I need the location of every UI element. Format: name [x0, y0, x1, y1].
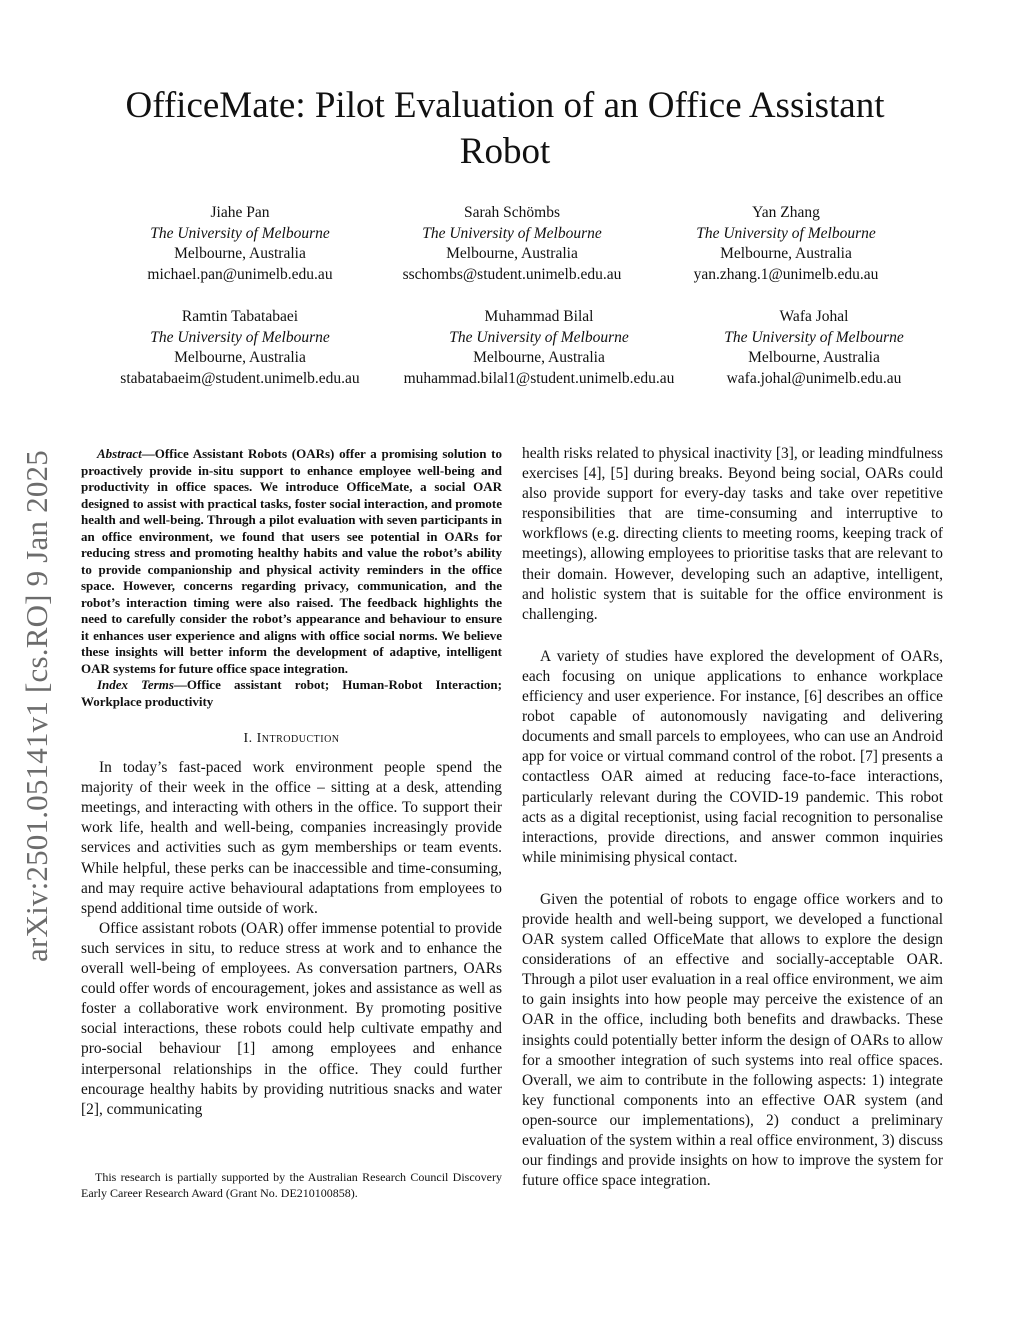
- author-location: Melbourne, Australia: [174, 245, 306, 263]
- author-location: Melbourne, Australia: [174, 349, 306, 367]
- author-name: Jiahe Pan: [210, 204, 270, 221]
- author-block: [389, 307, 689, 389]
- author-affiliation: The University of Melbourne: [150, 224, 330, 242]
- abstract: [81, 446, 502, 677]
- author-affiliation: The University of Melbourne: [150, 328, 330, 346]
- arxiv-identifier: arXiv:2501.05141v1 [cs.RO] 9 Jan 2025: [19, 450, 54, 962]
- author-location: Melbourne, Australia: [720, 245, 852, 263]
- index-terms: [81, 677, 502, 710]
- author-location: Melbourne, Australia: [446, 245, 578, 263]
- author-email: sschombs@student.unimelb.edu.au: [402, 265, 622, 283]
- abstract-text: —Office Assistant Robots (OARs) offer a promising solution to proactively provide in-situ support to enhance employee well-being and productivity in office spaces. We introduce OfficeMate, a social OAR designed to assist with practical tasks, foster social interaction, and promote health and well-being. Through a pilot evaluation with seven participants in an office environment, we found that users see potential in OARs for reducing stress and promoting healthy habits and value the robot’s ability to provide companionship and physical activity reminders in the office space. However, concerns regarding privacy, communication, and the robot’s interaction timing were also raised. The feedback highlights the need to carefully consider the robot’s appearance and behaviour to ensure it enhances user experience and aligns with office social norms. We believe these insights will better inform the development of adaptive, intelligent OAR systems for future office space integration.: [81, 446, 502, 676]
- paragraph: health risks related to physical inactivity [3], or leading mindfulness exercises [4], [5] during breaks. Beyond being social, OARs could also provide support for every-day tasks and take over repetitive responsibilities that are time-consuming and interruptive to workflows (e.g. directing clients to meeting rooms, keeping track of meetings), allowing employees to prioritise tasks that are relevant to their domain. However, developing such an adaptive, intelligent, and holistic system that is suitable for the office environment is challenging.: [522, 445, 943, 623]
- paragraph: A variety of studies have explored the development of OARs, each focusing on unique applications to enhance workplace efficiency and user experience. For instance, [6] describes an office robot capable of autonomously navigating and delivering documents and small parcels to employees, who can use an Android app for voice or virtual command control of the robot. [7] presents a contactless OAR aimed at reducing face-to-face interactions, particularly relevant during the COVID-19 pandemic. This robot acts as a digital receptionist, using facial recognition to personalise interactions, provide directions, and answer common inquiries while minimising physical contact.: [522, 647, 943, 866]
- author-name: Yan Zhang: [752, 204, 820, 221]
- author-block: [664, 307, 964, 389]
- paragraph: In today’s fast-paced work environment people spend the majority of their week in the office – sitting at a desk, attending meetings, and interacting with others in the office. To support their work life, health and well-being, companies increasingly provide services and activities such as gym memberships or team events. While helpful, these perks can be inaccessible and time-consuming, and may require active behavioural adaptations from employees to spend additional time outside of work.: [81, 759, 502, 917]
- author-affiliation: The University of Melbourne: [449, 328, 629, 346]
- footnote-text: This research is partially supported by the Australian Research Council Discovery Early Career Research Award (Grant No. DE210100858).: [81, 1170, 502, 1200]
- author-block: [362, 203, 662, 285]
- author-block: [90, 307, 390, 389]
- left-column: [81, 446, 502, 1120]
- author-affiliation: The University of Melbourne: [422, 224, 602, 242]
- paragraph: Given the potential of robots to engage office workers and to provide health and well-being support, we developed a functional OAR system called OfficeMate that allows to explore the design considerations of an effective and socially-acceptable OAR. Through a pilot user evaluation in a real office environment, we aim to gain insights into how people may perceive the existence of an OAR in the office, including both benefits and drawbacks. These insights could potentially better inform the design of OARs to allow for a smoother integration of such systems into real office spaces. Overall, we aim to contribute in the following aspects: 1) integrate key functional components into an effective OAR system (and open-source our implementations), 2) conduct a preliminary evaluation of the system within a real office environment, 3) discuss our findings and provide insights on how to improve the system for future office space integration.: [522, 890, 943, 1190]
- author-name: Muhammad Bilal: [484, 308, 594, 325]
- author-name: Sarah Schömbs: [463, 204, 560, 221]
- index-terms-label: Index Terms: [97, 677, 174, 692]
- author-affiliation: The University of Melbourne: [724, 328, 904, 346]
- section-heading: [81, 729, 502, 749]
- author-email: muhammad.bilal1@student.unimelb.edu.au: [403, 369, 675, 387]
- author-location: Melbourne, Australia: [473, 349, 605, 367]
- arxiv-stamp: [18, 362, 56, 962]
- paragraph: Office assistant robots (OAR) offer immense potential to provide such services in situ, to reduce stress at work and to enhance the overall well-being of employees. As conversation partners, OARs could offer words of encouragement, jokes and assistance as well as foster a collaborative work environment. By promoting positive social interactions, these robots could help cultivate empathy and pro-social behaviour [1] among employees and enhance interpersonal relationships in the office. They could further encourage healthy habits by providing nutritious snacks and water [2], communicating: [81, 919, 502, 1118]
- author-email: stabatabaeim@student.unimelb.edu.au: [120, 369, 360, 387]
- section-title: Introduction: [256, 731, 340, 746]
- author-location: Melbourne, Australia: [748, 349, 880, 367]
- author-email: yan.zhang.1@unimelb.edu.au: [693, 265, 879, 283]
- author-affiliation: The University of Melbourne: [696, 224, 876, 242]
- author-block: [90, 203, 390, 285]
- author-name: Wafa Johal: [779, 308, 849, 325]
- index-terms-text: —Office assistant robot; Human-Robot Interaction; Workplace productivity: [81, 677, 502, 709]
- section-numeral: I.: [243, 731, 257, 746]
- right-column: [522, 444, 943, 1191]
- footnote: [81, 1170, 502, 1201]
- abstract-label: Abstract: [97, 446, 142, 461]
- paper-title: OfficeMate: Pilot Evaluation of an Office Assistant Robot: [125, 85, 885, 172]
- author-name: Ramtin Tabatabaei: [181, 308, 299, 325]
- author-email: michael.pan@unimelb.edu.au: [147, 265, 333, 283]
- author-block: [636, 203, 936, 285]
- author-email: wafa.johal@unimelb.edu.au: [726, 369, 902, 387]
